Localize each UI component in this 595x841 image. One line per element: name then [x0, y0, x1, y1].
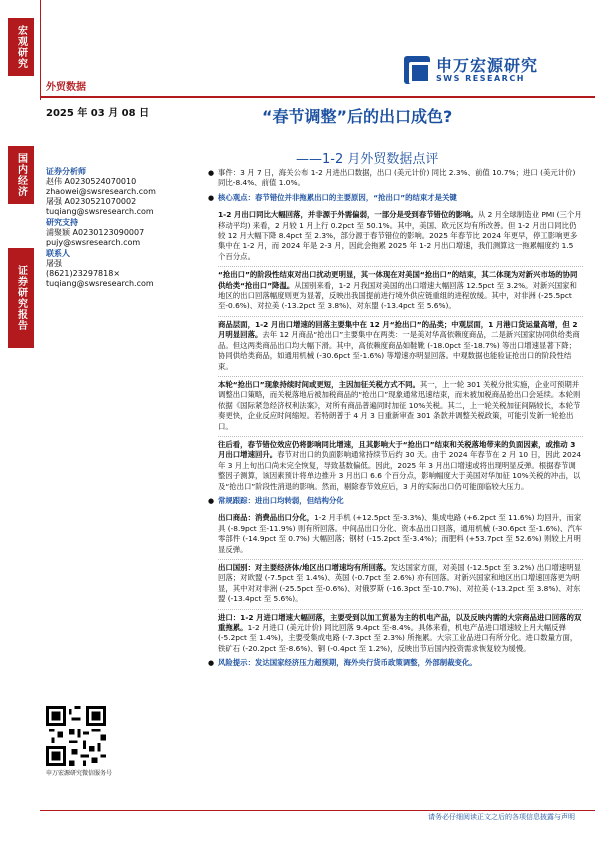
analyst-line: 赵伟 A0230524070010	[46, 177, 137, 186]
paragraph-text: 1-2 月进口 (美元计价) 同比回落 9.4pct 至-8.4%。具体来看，机电产品进口增速较上月大幅反弹 (-5.2pct 至 1.4%)，主要受集成电路 (-7.3pct 至 2.3%) 所拖累。大宗工业品进口有所分化。进口数量方面，铁矿石 (-20.2pct 至-8.6%)、铜 (-0.4pct 至 1.2%)，反映出节后国内投资需求恢复较为缓慢。	[218, 623, 578, 653]
paragraph	[218, 609, 583, 655]
tracking-item	[208, 496, 583, 506]
report-body	[208, 168, 583, 673]
paragraph-lead: 1-2 月出口同比大幅回落，并非源于外需偏弱，一部分是受到春节错位的影响。	[218, 210, 478, 220]
paragraph-lead: 往后看，春节错位效应仍将影响同比增速，且其影响大于“抢出口”结束和关税落地带来的负面因素，或推动 3 月出口增速回升。	[218, 439, 576, 460]
paragraph-text: 1-2 月手机 (+12.5pct 至-3.3%)、集成电路 (+6.2pct 至 11.6%) 均回升，而家具 (-8.9pct 至-11.9%) 则有所回落。中间品出口分化、资本品出口回落，通用机械 (-30.6pct 至-1.6%)、汽车零部件 (-14.9pct 至 0.7%) 大幅回落；钢材 (-15.2pct 至-3.4%)；而肥料 (+53.7pct 至 52.6%) 则较上月明显反弹。	[218, 513, 583, 554]
bullet-icon: ●	[208, 169, 215, 177]
company-logo	[404, 55, 574, 85]
event-text: 事件：3 月 7 日，海关公布 1-2 月进出口数据，出口 (美元计价) 同比 2.3%、前值 10.7%；进口 (美元计价) 同比-8.4%、前值 1.0%。	[218, 168, 576, 188]
contact-line: 屠强	[46, 259, 62, 268]
logo-en-text: SWS RESEARCH	[436, 73, 525, 83]
paragraph-lead: 出口商品：消费品出口分化，	[218, 513, 315, 523]
paragraph-text: 从 2 月全球制造业 PMI (三个月移动平均) 来看，2 月较 1 月上行 0.2pct 至 50.1%。其中，美国、欧元区均有所改善。但 1-2 月出口同比仍较 12 月大幅下降 8.4pct 至 2.3%，部分源于春节错位的影响。2025 年春节比 2024 年更早，停工影响更多集中在 1-2 月，而 2024 年是 2-3 月，因此会拖累 2025 年 1-2 月出口增速，我们测算这一拖累幅度约 1.5 个百分点。	[218, 210, 582, 261]
contact-line: (8621)23297818×	[46, 269, 121, 278]
paragraph	[218, 510, 583, 555]
analyst-line: 屠强 A0230521070002	[46, 197, 137, 206]
core-view-heading: 核心观点：春节错位并非拖累出口的主要原因，“抢出口”的结束才是关键	[218, 192, 457, 202]
report-date: 2025 年 03 月 08 日	[46, 108, 150, 119]
contact-heading: 联系人	[46, 249, 70, 258]
paragraph-text: 其一，上一轮 301 关税分批实施，企业可预期并调整出口策略，而关税落地后被加税商品的“抢出口”现象通常迅速结束，而未被加税商品抢出口会延续。本轮则依据《国际紧急经济权利法案》，对所有商品普遍同时加征 10%关税。其二，上一轮关税加征间隔较长，本轮节奏更快，企业反应时间缩短。若特朗普于 4 月 3 日重新审查 301 条款并调整关税政策，可能引发新一轮抢出口。	[218, 379, 581, 431]
qr-caption: 申万宏源研究微信服务号	[46, 770, 113, 777]
paragraph-lead: 出口国别：对主要经济体/地区出口增速均有所回落。	[218, 563, 391, 572]
contact-line: tuqiang@swsresearch.com	[46, 279, 154, 288]
footer-disclaimer: 请务必仔细阅读正文之后的各项信息披露与声明	[428, 813, 575, 821]
paragraph-text: 春节对出口的负面影响通常持续节后约 30 天。由于 2024 年春节在 2 月 10 日，因此 2024 年 3 月上旬出口尚未完全恢复，导致基数偏低。因此，2025 年 3 月出口增速或将出现明显反弹。根据春节调整因子测算，该因素预计将单边推升 3 月出口 6.6 个百分点，影响幅度大于美国对华加征 10%关税的冲击，以及“抢出口”阶段性消退的影响。然而，剔除春节效应后，3 月的实际出口仍可能面临较大压力。	[218, 450, 582, 491]
analyst-line: tuqiang@swsresearch.com	[46, 207, 154, 216]
sidebar-tag-macro: 宏观研究	[8, 18, 34, 76]
logo-icon	[404, 56, 430, 84]
paragraph-lead: 本轮“抢出口”现象持续时间或更短，主因加征关税方式不同。	[218, 379, 420, 389]
report-subtitle: ——1-2 月外贸数据点评	[296, 152, 439, 167]
support-line: 浦聚颖 A0230123090007	[46, 228, 145, 237]
left-sidebar	[0, 0, 40, 841]
paragraph-text: 发达国家方面，对美国 (-12.5pct 至 3.2%) 出口增速明显回落；对欧盟 (-7.5pct 至 1.4%)、英国 (-0.7pct 至 2.6%) 亦有回落。对新兴国家和地区出口增速回落更为明显，其中对对非洲 (-25.5pct 至-0.6%)、对俄罗斯 (-16.3pct 至-10.7%)、对拉美 (-13.2pct 至 3.8%)、对东盟 (-13.4pct 至 5.6%)。	[218, 563, 582, 604]
qr-code	[46, 706, 106, 766]
paragraph-lead: 进口：1-2 月进口增速大幅回落，主要受到以加工贸易为主的机电产品，以及反映内需的大宗商品进口回落的双重拖累。	[218, 612, 582, 633]
footer-rule	[40, 810, 595, 811]
sidebar-divider	[40, 0, 41, 100]
support-line: pujy@swsresearch.com	[46, 238, 141, 247]
analyst-heading: 证券分析师	[46, 167, 86, 176]
report-category: 外贸数据	[46, 82, 86, 93]
header-rule	[40, 96, 595, 98]
tracking-heading: 常规跟踪：进出口均转弱，但结构分化	[218, 495, 344, 505]
bullet-icon: ●	[208, 496, 215, 505]
paragraph-text: 从国别来看，1-2 月我国对美国的出口增速大幅回落 12.5pct 至 3.2%。对新兴国家和地区的出口回落幅度则更为显著，反映出我国提前进行境外供应链重组的进程放缓。其中，对非洲 (-25.5pct 至-0.6%)、对拉美 (-13.2pct 至 3.8%)、对东盟 (-13.4pct 至 5.6%)。	[218, 280, 577, 311]
risk-text: 风险提示：发达国家经济压力超预期，海外央行货币政策调整，外部制裁变化。	[218, 658, 477, 668]
paragraph	[218, 376, 583, 432]
bullet-icon: ●	[208, 193, 215, 202]
paragraph-lead: “抢出口”的阶段性结束对出口扰动更明显，其一体现在对美国“抢出口”的结束，其二体现为对新兴市场的协同供给类“抢出口”降温。	[218, 270, 578, 290]
core-view-item	[208, 193, 583, 203]
paragraph	[218, 316, 583, 372]
paragraph	[218, 559, 583, 605]
paragraph	[218, 436, 583, 492]
sidebar-tag-domestic: 国内经济	[8, 146, 34, 204]
event-item	[208, 168, 583, 189]
paragraph	[218, 266, 583, 312]
report-title: “春节调整”后的出口成色?	[262, 107, 453, 126]
support-heading: 研究支持	[46, 218, 78, 227]
paragraph-lead: 商品层面，1-2 月出口增速的回落主要集中在 12 月“抢出口”的品类；中观层面，1 月港口货运量高增，但 2 月明显回落。	[218, 319, 578, 340]
paragraph	[218, 207, 583, 262]
analyst-line: zhaowei@swsresearch.com	[46, 187, 156, 196]
paragraph-text: 去年 12 月商品“抢出口”主要集中在两类：一是美对华高依赖度商品，二是新兴国家协同供给类商品。但这两类商品出口均大幅下滑。其中，高依赖度商品如鞋靴 (-18.0pct 至-18.7%) 等出口增速显著下降；协同供给类商品，如通用机械 (-30.6pct 至-1.6%) 等增速亦明显回落。中观数据也能验证抢出口的阶段性结束。	[218, 330, 580, 371]
sidebar-tag-report: 证券研究报告	[8, 248, 34, 348]
risk-item	[208, 658, 583, 668]
analyst-panel	[46, 166, 196, 289]
logo-cn-text: 申万宏源研究	[436, 55, 539, 75]
bullet-icon: ●	[208, 659, 215, 668]
